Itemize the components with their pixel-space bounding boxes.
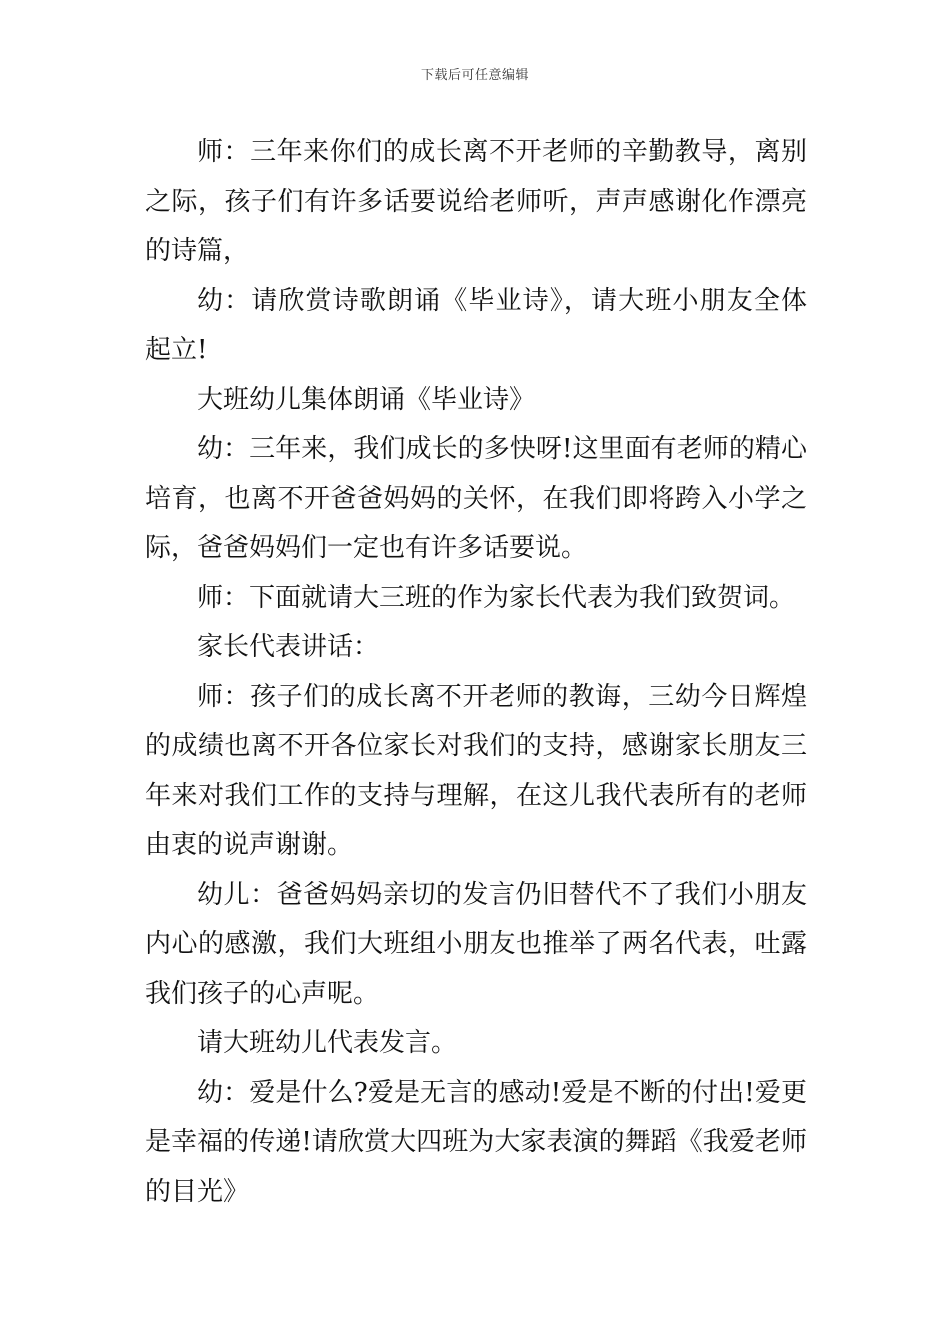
paragraph-parent-invite: 师：下面就请大三班的作为家长代表为我们致贺词。 xyxy=(197,582,796,613)
document-body xyxy=(145,128,807,1217)
paragraph-dance-intro: 幼：爱是什么?爱是无言的感动!爱是不断的付出!爱更是幸福的传递!请欣赏大四班为大家表演的舞蹈《我爱老师的目光》 xyxy=(145,1077,807,1207)
paragraph-teacher-thanks: 师：孩子们的成长离不开老师的教诲，三幼今日辉煌的成绩也离不开各位家长对我们的支持，感谢家长朋友三年来对我们工作的支持与理解，在这儿我代表所有的老师由衷的说声谢谢。 xyxy=(145,681,807,860)
paragraph-children-growth: 幼：三年来，我们成长的多快呀!这里面有老师的精心培育，也离不开爸爸妈妈的关怀，在我们即将跨入小学之际，爸爸妈妈们一定也有许多话要说。 xyxy=(145,434,807,563)
paragraph-teacher-intro: 师：三年来你们的成长离不开老师的辛勤教导，离别之际，孩子们有许多话要说给老师听，声声感谢化作漂亮的诗篇， xyxy=(145,137,807,266)
page-header-note: 下载后可任意编辑 xyxy=(420,68,529,83)
paragraph-parent-speech: 家长代表讲话： xyxy=(197,632,380,662)
paragraph-poem-recital: 大班幼儿集体朗诵《毕业诗》 xyxy=(197,384,536,415)
paragraph-child-rep-invite: 请大班幼儿代表发言。 xyxy=(197,1028,458,1058)
paragraph-children-thanks: 幼儿：爸爸妈妈亲切的发言仍旧替代不了我们小朋友内心的感激，我们大班组小朋友也推举了两名代表，吐露我们孩子的心声呢。 xyxy=(145,879,807,1009)
paragraph-poem-invite: 幼：请欣赏诗歌朗诵《毕业诗》，请大班小朋友全体起立! xyxy=(145,285,807,365)
